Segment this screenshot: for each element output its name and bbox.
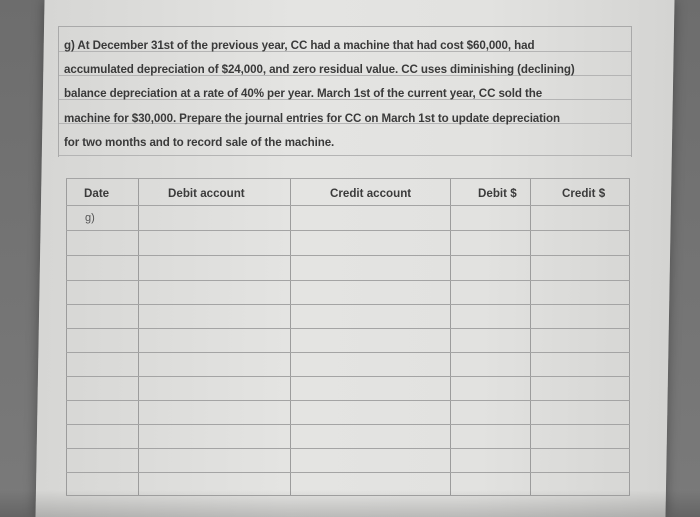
table-row-line: [66, 178, 630, 179]
question-line-1: g) At December 31st of the previous year, CC had a machine that had cost $60,000, had: [64, 39, 535, 52]
journal-table: [66, 178, 630, 498]
question-line-2: accumulated depreciation of $24,000, and zero residual value. CC uses diminishing (declining): [64, 63, 575, 77]
photo-shadow: [0, 490, 700, 517]
header-debit-amount: Debit $: [478, 187, 517, 200]
question-line-3: balance depreciation at a rate of 40% per year. March 1st of the current year, CC sold the: [64, 87, 543, 101]
table-row-line: [66, 230, 630, 231]
header-debit-account: Debit account: [168, 187, 245, 200]
table-row-line: [66, 328, 630, 329]
header-credit-account: Credit account: [330, 187, 412, 200]
table-row-line: [66, 424, 630, 425]
question-rule: [59, 155, 631, 156]
table-row-line: [66, 304, 630, 305]
table-row-line: [66, 472, 630, 473]
header-date: Date: [84, 187, 110, 200]
table-row-line: [66, 400, 630, 401]
question-line-4: machine for $30,000. Prepare the journal entries for CC on March 1st to update depreciation: [64, 111, 561, 125]
table-row-line: [66, 205, 630, 206]
table-row-line: [66, 352, 630, 353]
question-line-5: for two months and to record sale of the machine.: [64, 135, 335, 149]
table-row-line: [66, 255, 630, 256]
row-date-cell: g): [85, 212, 95, 224]
header-credit-amount: Credit $: [562, 187, 606, 200]
table-row-line: [66, 376, 630, 377]
table-row-line: [66, 448, 630, 449]
table-row-line: [66, 280, 630, 281]
question-text: [64, 34, 624, 155]
